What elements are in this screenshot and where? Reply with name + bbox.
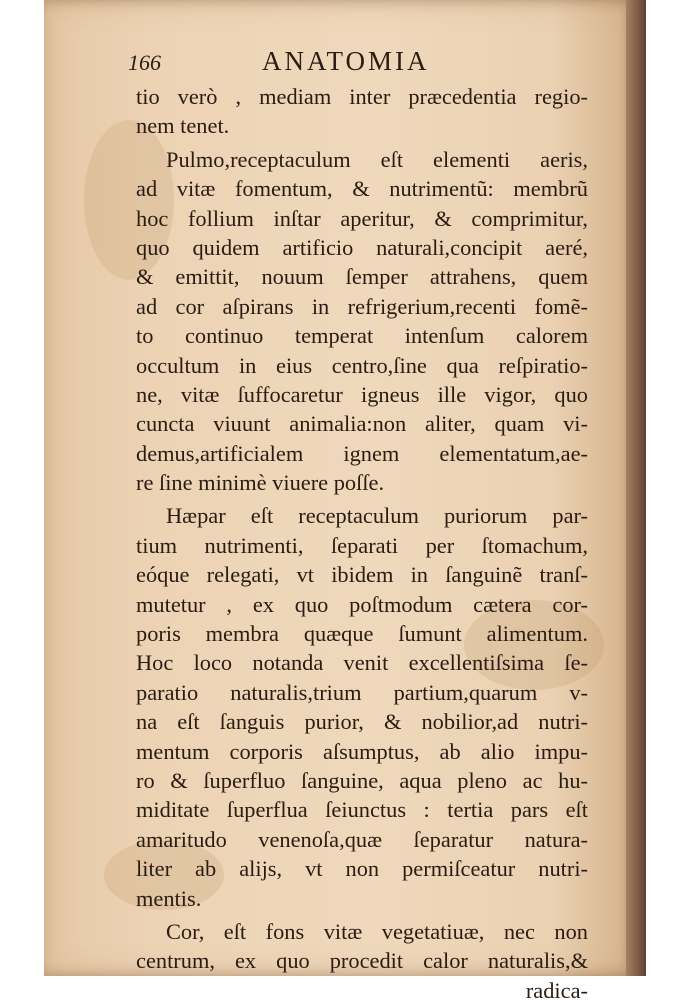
text-line: hoc follium inſtar aperitur, & comprimitur, [136,205,588,231]
text-line: ad cor aſpirans in refrigerium,recenti fomẽ- [136,293,588,319]
text-line: Cor, eſt fons vitæ vegetatiuæ, nec non [166,918,588,944]
text-line: ad vitæ fomentum, & nutrimentũ: membrũ [136,176,588,202]
text-line: to continuo temperat intenſum calorem [136,323,588,349]
text-line: centrum, ex quo procedit calor naturalis,& [136,948,588,974]
text-line: poris membra quæque ſumunt alimentum. [136,621,588,647]
catchword: radica- [525,977,588,1003]
text-line: & emittit, nouum ſemper attrahens, quem [136,264,588,290]
text-line: occultum in eius centro,ſine qua reſpiratio- [136,352,588,378]
text-line: miditate ſuperflua ſeiunctus : tertia pars eſt [136,797,588,823]
text-line: Pulmo,receptaculum eſt elementi aeris, [166,146,588,172]
body-text [136,82,588,1005]
text-line: mentis. [136,885,202,911]
text-line: eóque relegati, vt ibidem in ſanguinẽ tranſ- [136,562,588,588]
text-line: quo quidem artificio naturali,concipit aeré, [136,234,588,260]
page-number: 166 [128,50,161,75]
text-line: tium nutrimenti, ſeparati per ſtomachum, [136,532,588,558]
text-line: demus,artificialem ignem elementatum,ae- [136,440,588,466]
text-line: nem tenet. [136,113,230,139]
page-header [128,46,598,86]
text-line: Hoc loco notanda venit excellentiſsima ſe- [136,650,588,676]
text-line: mutetur , ex quo poſtmodum cætera cor- [136,591,588,617]
running-title: ANATOMIA [262,46,430,76]
text-line: ne, vitæ ſuffocaretur igneus ille vigor, quo [136,381,588,407]
book-spine [626,0,646,976]
text-line: amaritudo venenoſa,quæ ſeparatur natura- [136,826,588,852]
text-line: na eſt ſanguis purior, & nobilior,ad nutri- [136,709,588,735]
text-line: cuncta viuunt animalia:non aliter, quam vi- [136,411,588,437]
text-line: Hæpar eſt receptaculum puriorum par- [166,503,588,529]
text-line: mentum corporis aſsumptus, ab alio impu- [136,738,588,764]
text-line: paratio naturalis,trium partium,quarum v- [136,679,588,705]
text-line: re ſine minimè viuere poſſe. [136,470,385,496]
text-line: tio verò , mediam inter præcedentia regio- [136,84,588,109]
text-line: liter ab alijs, vt non permiſceatur nutri- [136,856,588,882]
text-line: ro & ſuperfluo ſanguine, aqua pleno ac hu- [136,767,588,793]
